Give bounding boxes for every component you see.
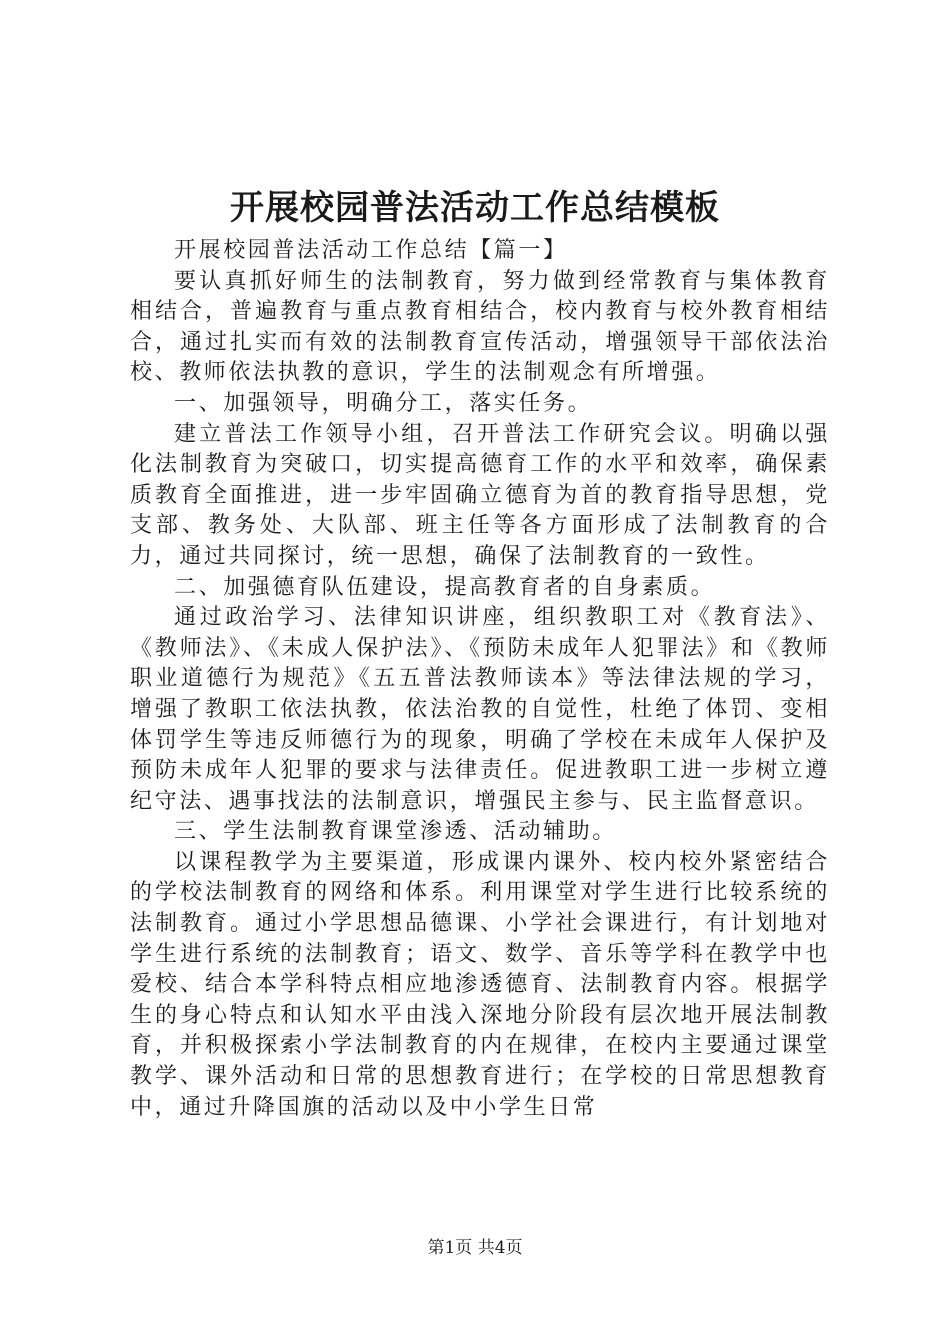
body-paragraph: 以课程教学为主要渠道，形成课内课外、校内校外紧密结合的学校法制教育的网络和体系。利用课堂对学生进行比较系统的法制教育。通过小学思想品德课、小学社会课进行，有计划地对学生进行系统的法制教育；语文、数学、音乐等学科在教学中也爱校、结合本学科特点相应地渗透德育、法制教育内容。根据学生的身心特点和认知水平由浅入深地分阶段有层次地开展法制教育，并积极探索小学法制教育的内在规律，在校内主要通过课堂教学、课外活动和日常的思想教育进行；在学校的日常思想教育中，通过升降国旗的活动以及中小学生日常 [130,849,830,1120]
document-title: 开展校园普法活动工作总结模板 [230,188,720,228]
body-paragraph: 要认真抓好师生的法制教育，努力做到经常教育与集体教育相结合，普遍教育与重点教育相结合，校内教育与校外教育相结合，通过扎实而有效的法制教育宣传活动，增强领导干部依法治校、教师依法执教的意识，学生的法制观念有所增强。 [130,268,830,386]
section-heading: 三、学生法制教育课堂渗透、活动辅助。 [174,819,617,845]
body-paragraph: 通过政治学习、法律知识讲座，组织教职工对《教育法》、《教师法》、《未成人保护法》、《预防未成年人犯罪法》和《教师职业道德行为规范》《五五普法教师读本》等法律法规的学习，增强了教职工依法执教，依法治教的自觉性，杜绝了体罚、变相体罚学生等违反师德行为的现象，明确了学校在未成年人保护及预防未成年人犯罪的要求与法律责任。促进教职工进一步树立遵纪守法、遇事找法的法制意识，增强民主参与、民主监督意识。 [130,605,830,814]
section-heading: 二、加强德育队伍建设，提高教育者的自身素质。 [174,574,716,600]
document-body [130,236,830,1123]
section-heading: 开展校园普法活动工作总结【篇一】 [174,238,568,263]
page-number-footer: 第1页 共4页 [427,1238,523,1258]
body-paragraph: 建立普法工作领导小组，召开普法工作研究会议。明确以强化法制教育为突破口，切实提高德育工作的水平和效率，确保素质教育全面推进，进一步牢固确立德育为首的教育指导思想，党支部、教务处、大队部、班主任等各方面形成了法制教育的合力，通过共同探讨，统一思想，确保了法制教育的一致性。 [130,421,830,569]
section-heading: 一、加强领导，明确分工，落实任务。 [174,390,593,416]
